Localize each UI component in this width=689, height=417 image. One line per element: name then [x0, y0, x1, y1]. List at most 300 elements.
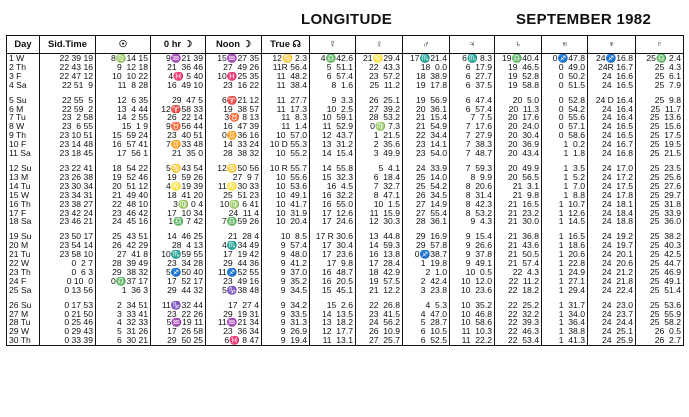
table-row [7, 122, 684, 131]
value-cell: 17 24.6 [310, 217, 356, 226]
value-cell: 10 35.2 [450, 301, 495, 310]
day-cell: 12 Su [7, 164, 40, 173]
value-cell: 10♓25 35 [206, 72, 262, 81]
value-cell: 23 16 22 [206, 81, 262, 90]
value-cell: 3♍ 0 4 [151, 200, 206, 209]
value-cell: 10 R 55.7 [262, 164, 310, 173]
value-cell: 6 57.4 [450, 105, 495, 114]
day-cell: 11 Sa [7, 149, 40, 158]
value-cell: 9♒21 39 [151, 54, 206, 63]
value-cell: 0 25 46 [40, 318, 96, 327]
value-cell: 1 19.8 [403, 259, 450, 268]
value-cell: 21 12.2 [356, 286, 403, 295]
column-header: Day [7, 36, 40, 54]
value-cell: 29 47 5 [151, 96, 206, 105]
value-cell: 14 13.5 [310, 310, 356, 319]
value-cell: 8 42.3 [450, 200, 495, 209]
value-cell: 7 59.3 [450, 164, 495, 173]
value-cell: 19 57.5 [356, 277, 403, 286]
value-cell: 10 1.5 [356, 200, 403, 209]
value-cell: 1 5.2 [542, 173, 588, 182]
value-cell: 1 0.2 [542, 140, 588, 149]
day-cell: 19 Su [7, 232, 40, 241]
value-cell: 10 55.2 [262, 149, 310, 158]
day-cell: 30 Th [7, 336, 40, 345]
value-cell: 25 6.1 [636, 72, 684, 81]
day-cell: 6 M [7, 105, 40, 114]
value-cell: 23 49 16 [206, 277, 262, 286]
value-cell: 25 11.2 [356, 81, 403, 90]
value-cell: 11 8.3 [262, 113, 310, 122]
value-cell: 4♌19 39 [151, 182, 206, 191]
value-cell: 9♉56 44 [151, 122, 206, 131]
value-cell: 15 1 9 [96, 122, 151, 131]
value-cell: 21 9.8 [495, 191, 542, 200]
value-cell: 23 2 58 [40, 113, 96, 122]
value-cell: 11♌30 33 [206, 182, 262, 191]
value-cell: 10 D 55.3 [262, 140, 310, 149]
value-cell: 24 17.2 [588, 173, 636, 182]
value-cell: 25 44.7 [636, 259, 684, 268]
value-cell: 13 31.2 [310, 140, 356, 149]
column-header: 0 hr ☽ [151, 36, 206, 54]
value-cell: 9 4.3 [450, 217, 495, 226]
value-cell: 17 R 30.6 [310, 232, 356, 241]
value-cell: 10 57.0 [262, 131, 310, 140]
table-row [7, 164, 684, 173]
table-row [7, 217, 684, 226]
value-cell: 25 9.8 [636, 96, 684, 105]
value-cell: 1 41.3 [542, 336, 588, 345]
value-cell: 23 22 26 [151, 310, 206, 319]
value-cell: 22 34.4 [403, 131, 450, 140]
value-cell: 24 16.7 [588, 140, 636, 149]
value-cell: 0 57.1 [542, 122, 588, 131]
value-cell: 25 38.2 [636, 232, 684, 241]
value-cell: 7 7.5 [450, 113, 495, 122]
value-cell: 11 1.4 [262, 122, 310, 131]
table-row [7, 140, 684, 149]
value-cell: 7 32.7 [356, 182, 403, 191]
value-cell: 20 36.9 [495, 140, 542, 149]
value-cell: 22 51 9 [40, 81, 96, 90]
table-row [7, 54, 684, 63]
value-cell: 0 33 39 [40, 336, 96, 345]
value-cell: 24 D 16.4 [588, 96, 636, 105]
value-cell: 10 59.1 [310, 113, 356, 122]
value-cell: 19 17.8 [403, 81, 450, 90]
day-cell: 29 W [7, 327, 40, 336]
value-cell: 1 18.6 [542, 241, 588, 250]
value-cell: 18 38.9 [403, 72, 450, 81]
value-cell: 25 7.9 [636, 81, 684, 90]
value-cell: 20 17.6 [495, 113, 542, 122]
value-cell: 21♌29.4 [356, 54, 403, 63]
value-cell: 24 20.6 [588, 259, 636, 268]
value-cell: 14 59.3 [356, 241, 403, 250]
value-cell: 1 8.8 [542, 191, 588, 200]
value-cell: 25 13.6 [636, 113, 684, 122]
value-cell: 1 12.6 [542, 209, 588, 218]
value-cell: 25 27.6 [636, 182, 684, 191]
value-cell: 23 42 24 [40, 209, 96, 218]
value-cell: 15 59 24 [96, 131, 151, 140]
value-cell: 9 34.2 [262, 301, 310, 310]
value-cell: 24 45 16 [96, 217, 151, 226]
value-cell: 10 20.4 [262, 217, 310, 226]
value-cell: 25 53.6 [636, 301, 684, 310]
day-cell: 8 W [7, 122, 40, 131]
value-cell: 6♈21 12 [206, 96, 262, 105]
value-cell: 21 28 4 [206, 232, 262, 241]
value-cell: 0♐38.7 [403, 250, 450, 259]
value-cell: 20 51 12 [96, 182, 151, 191]
value-cell: 4♏34 49 [206, 241, 262, 250]
value-cell: 21 16.5 [495, 200, 542, 209]
value-cell: 9 48.0 [262, 250, 310, 259]
value-cell: 19 56.9 [403, 96, 450, 105]
value-cell: 25 11.7 [636, 105, 684, 114]
value-cell: 0 2 7 [40, 259, 96, 268]
value-cell: 27 14.9 [403, 200, 450, 209]
value-cell: 0♍ 7.3 [356, 122, 403, 131]
value-cell: 15 45.1 [310, 286, 356, 295]
value-cell: 14 15.4 [310, 149, 356, 158]
value-cell: 23 46 42 [96, 209, 151, 218]
value-cell: 13 4 44 [96, 105, 151, 114]
table-row [7, 241, 684, 250]
table-row [7, 318, 684, 327]
value-cell: 6 30 21 [96, 336, 151, 345]
value-cell: 25 51 23 [206, 191, 262, 200]
day-cell: 20 M [7, 241, 40, 250]
value-cell: 23 50 17 [40, 232, 96, 241]
day-cell: 13 M [7, 173, 40, 182]
value-cell: 23 26 38 [40, 173, 96, 182]
value-cell: 16 47 39 [206, 122, 262, 131]
value-cell: 20 24.0 [495, 122, 542, 131]
table-row [7, 286, 684, 295]
value-cell: 10♏59 55 [151, 250, 206, 259]
table-row [7, 301, 684, 310]
day-cell: 14 Tu [7, 182, 40, 191]
value-cell: 25 33.9 [636, 209, 684, 218]
table-row [7, 182, 684, 191]
value-cell: 19 38 57 [206, 105, 262, 114]
value-cell: 23 34 31 [40, 191, 96, 200]
value-cell: 10 2.5 [310, 105, 356, 114]
value-cell: 8 31.4 [450, 191, 495, 200]
value-cell: 23 40 51 [151, 131, 206, 140]
value-cell: 0 51.5 [542, 81, 588, 90]
value-cell: 9 35.2 [262, 277, 310, 286]
table-row [7, 250, 684, 259]
value-cell: 16 4.5 [310, 182, 356, 191]
value-cell: 24 21.2 [588, 268, 636, 277]
value-cell: 8 9.9 [450, 173, 495, 182]
value-cell: 6 52.5 [403, 336, 450, 345]
value-cell: 16 48.7 [310, 268, 356, 277]
column-header: ♂ [403, 36, 450, 54]
value-cell: 9 33.5 [262, 310, 310, 319]
value-cell: 26 10.9 [356, 327, 403, 336]
value-cell: 24 24.4 [588, 318, 636, 327]
value-cell: 23 34 28 [151, 259, 206, 268]
column-header: ♇ [636, 36, 684, 54]
column-header: Sid.Time [40, 36, 96, 54]
value-cell: 10 8.5 [262, 232, 310, 241]
value-cell: 5 4.1 [356, 164, 403, 173]
day-cell: 15 W [7, 191, 40, 200]
value-cell: 3 33 41 [96, 310, 151, 319]
day-cell: 9 Th [7, 131, 40, 140]
value-cell: 28 39 49 [96, 259, 151, 268]
value-cell: 12♋ 2.3 [262, 54, 310, 63]
value-cell: 21 35 0 [151, 149, 206, 158]
value-cell: 11 48.2 [262, 72, 310, 81]
value-cell: 29 50 25 [151, 336, 206, 345]
value-cell: 1 22.8 [542, 259, 588, 268]
value-cell: 24 16.4 [588, 113, 636, 122]
value-cell: 0 21 50 [40, 310, 96, 319]
value-cell: 0♎37 17 [96, 277, 151, 286]
column-header: ♄ [495, 36, 542, 54]
value-cell: 13 18.2 [310, 318, 356, 327]
value-cell: 7 38.3 [450, 140, 495, 149]
value-cell: 2 1.0 [403, 268, 450, 277]
table-row [7, 149, 684, 158]
value-cell: 25 23.5 [636, 164, 684, 173]
value-cell: 23 30 34 [40, 182, 96, 191]
table-row [7, 105, 684, 114]
value-cell: 5♒19 11 [151, 318, 206, 327]
value-cell: 24 16.5 [588, 122, 636, 131]
value-cell: 25 43 51 [96, 232, 151, 241]
value-cell: 10 31.9 [262, 209, 310, 218]
value-cell: 9 19.4 [262, 336, 310, 345]
value-cell: 25 21.5 [636, 149, 684, 158]
value-cell: 21 23.2 [495, 209, 542, 218]
day-cell: 26 Su [7, 301, 40, 310]
value-cell: 23 10 51 [40, 131, 96, 140]
value-cell: 17 27 4 [206, 301, 262, 310]
value-cell: 9 49.1 [450, 259, 495, 268]
value-cell: 12 6 35 [96, 96, 151, 105]
value-cell: 17 26 58 [151, 327, 206, 336]
value-cell: 11 22.2 [450, 336, 495, 345]
value-cell: 23 41.5 [356, 310, 403, 319]
value-cell: 25 25.6 [636, 173, 684, 182]
day-cell: 17 F [7, 209, 40, 218]
value-cell: 7 27.9 [450, 131, 495, 140]
value-cell: 24 17.8 [588, 191, 636, 200]
day-cell: 21 Tu [7, 250, 40, 259]
value-cell: 9 12 18 [96, 63, 151, 72]
value-cell: 0 50.2 [542, 72, 588, 81]
value-cell: 21 50.5 [495, 250, 542, 259]
value-cell: 22 53.4 [495, 336, 542, 345]
value-cell: 12♈58 33 [151, 105, 206, 114]
table-row [7, 200, 684, 209]
value-cell: 24 16.8 [588, 149, 636, 158]
value-cell: 19 59 26 [151, 173, 206, 182]
table-row [7, 327, 684, 336]
value-cell: 10 0.5 [450, 268, 495, 277]
value-cell: 29 16.9 [403, 232, 450, 241]
value-cell: 24 22.4 [588, 286, 636, 295]
value-cell: 24 16.6 [588, 72, 636, 81]
value-cell: 3♉ 8 13 [206, 113, 262, 122]
table-row [7, 259, 684, 268]
value-cell: 18 0.0 [403, 63, 450, 72]
value-cell: 23 38 27 [40, 200, 96, 209]
day-cell: 27 M [7, 310, 40, 319]
value-cell: 6 18.4 [356, 173, 403, 182]
value-cell: 25 17.5 [636, 131, 684, 140]
value-cell: 15♒27 35 [206, 54, 262, 63]
value-cell: 1 20.6 [542, 250, 588, 259]
value-cell: 6♓ 8 47 [206, 336, 262, 345]
value-cell: 24 21.8 [588, 277, 636, 286]
value-cell: 1 14.5 [542, 217, 588, 226]
value-cell: 9 37.8 [450, 250, 495, 259]
value-cell: 21 54.9 [403, 122, 450, 131]
value-cell: 24 11 4 [206, 209, 262, 218]
value-cell: 11 13.1 [310, 336, 356, 345]
value-cell: 23 14.1 [403, 140, 450, 149]
value-cell: 1 10.7 [542, 200, 588, 209]
value-cell: 8 53.2 [450, 209, 495, 218]
value-cell: 11 17.3 [262, 105, 310, 114]
day-cell: 7 Tu [7, 113, 40, 122]
value-cell: 25 54.2 [403, 182, 450, 191]
value-cell: 0 13 56 [40, 286, 96, 295]
value-cell: 25 58.2 [636, 318, 684, 327]
value-cell: 20 36.1 [403, 105, 450, 114]
table-row [7, 173, 684, 182]
value-cell: 6 10.5 [403, 327, 450, 336]
value-cell: 18 42.9 [356, 268, 403, 277]
value-cell: 16 49 10 [151, 81, 206, 90]
value-cell: 26 25.1 [356, 96, 403, 105]
value-cell: 26 34.5 [403, 191, 450, 200]
value-cell: 23 18 45 [40, 149, 96, 158]
value-cell: 26 2.7 [636, 336, 684, 345]
value-cell: 24 19.7 [588, 241, 636, 250]
value-cell: 14 2 55 [96, 113, 151, 122]
value-cell: 24 16.4 [588, 105, 636, 114]
value-cell: 2 42.4 [403, 277, 450, 286]
value-cell: 10 55.6 [262, 173, 310, 182]
day-cell: 24 F [7, 277, 40, 286]
value-cell: 11♐52 55 [206, 268, 262, 277]
value-cell: 5♑38 48 [206, 286, 262, 295]
value-cell: 8♍14 15 [96, 54, 151, 63]
value-cell: 0♐47.8 [542, 54, 588, 63]
value-cell: 0 10 0 [40, 277, 96, 286]
value-cell: 0 55.6 [542, 113, 588, 122]
value-cell: 23 14 48 [40, 140, 96, 149]
value-cell: 22 48 10 [96, 200, 151, 209]
day-cell: 16 Th [7, 200, 40, 209]
value-cell: 21 43.6 [495, 241, 542, 250]
value-cell: 24 18.4 [588, 209, 636, 218]
value-cell: 4♓ 5 40 [151, 72, 206, 81]
value-cell: 24 16.5 [588, 131, 636, 140]
value-cell: 5 51.1 [310, 63, 356, 72]
value-cell: 24 17.0 [588, 164, 636, 173]
value-cell: 18 41 20 [151, 191, 206, 200]
table-row [7, 336, 684, 345]
value-cell: 21 36 46 [151, 63, 206, 72]
value-cell: 1 3.5 [542, 164, 588, 173]
value-cell: 24 33.9 [403, 164, 450, 173]
value-cell: 7♎59 26 [206, 217, 262, 226]
value-cell: 27 55.4 [403, 209, 450, 218]
value-cell: 16 13.8 [356, 250, 403, 259]
value-cell: 10 41.7 [262, 200, 310, 209]
value-cell: 25 14.0 [403, 173, 450, 182]
value-cell: 25 4.3 [636, 63, 684, 72]
value-cell: 10 12.0 [450, 277, 495, 286]
day-cell: 1 W [7, 54, 40, 63]
value-cell: 24♐16.8 [588, 54, 636, 63]
value-cell: 23 54 14 [40, 241, 96, 250]
value-cell: 20 56.5 [495, 173, 542, 182]
day-cell: 10 F [7, 140, 40, 149]
value-cell: 10 10 22 [96, 72, 151, 81]
value-cell: 4 47.0 [403, 310, 450, 319]
value-cell: 12 43.7 [310, 131, 356, 140]
value-cell: 0 17 53 [40, 301, 96, 310]
value-cell: 29 44 36 [206, 259, 262, 268]
value-cell: 14 46 25 [151, 232, 206, 241]
value-cell: 17♏21.4 [403, 54, 450, 63]
value-cell: 18 54 22 [96, 164, 151, 173]
value-cell: 23 22 41 [40, 164, 96, 173]
day-cell: 28 Tu [7, 318, 40, 327]
value-cell: 22 39.3 [495, 318, 542, 327]
value-cell: 0 49.0 [542, 63, 588, 72]
value-cell: 12 17.7 [310, 327, 356, 336]
value-cell: 23 46 21 [40, 217, 96, 226]
value-cell: 16 57 41 [96, 140, 151, 149]
value-cell: 22 11.2 [495, 277, 542, 286]
table-header [7, 36, 684, 54]
value-cell: 17 12.6 [310, 209, 356, 218]
value-cell: 16 55.0 [310, 200, 356, 209]
table-row [7, 277, 684, 286]
value-cell: 23 6 55 [40, 122, 96, 131]
value-cell: 16 20.5 [310, 277, 356, 286]
value-cell: 14 33 24 [206, 140, 262, 149]
value-cell: 24 16.5 [588, 81, 636, 90]
value-cell: 4 5.3 [403, 301, 450, 310]
value-cell: 24 25.9 [588, 336, 636, 345]
value-cell: 10 49.1 [262, 191, 310, 200]
value-cell: 11 27.7 [262, 96, 310, 105]
day-cell: 23 Th [7, 268, 40, 277]
value-cell: 22 26.8 [356, 301, 403, 310]
value-cell: 29 38 32 [96, 268, 151, 277]
value-cell: 25 49.1 [636, 277, 684, 286]
table-row [7, 191, 684, 200]
value-cell: 10 58.6 [450, 318, 495, 327]
value-cell: 5 28.7 [403, 318, 450, 327]
value-cell: 24 23.0 [588, 301, 636, 310]
value-cell: 6 57.4 [310, 72, 356, 81]
value-cell: 25 40.3 [636, 241, 684, 250]
